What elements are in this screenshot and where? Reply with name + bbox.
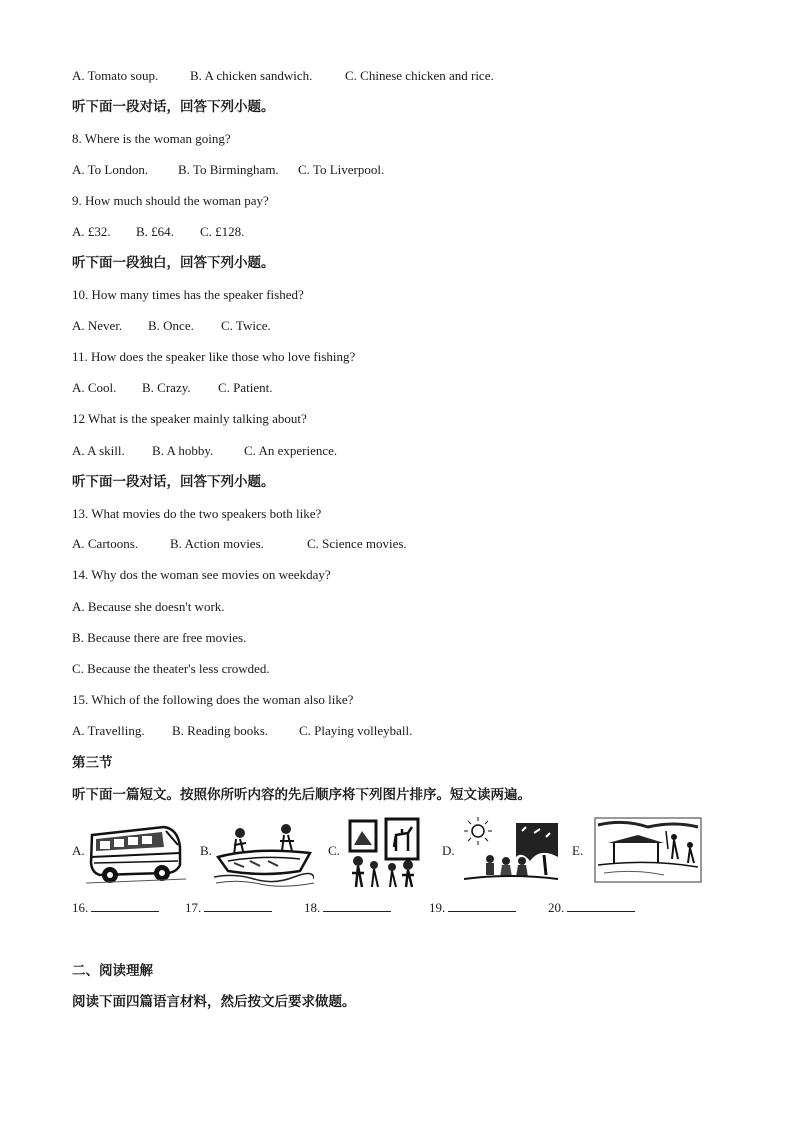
answer-option: A. £32. [72,224,111,239]
answer-option: C. Playing volleyball. [299,723,413,738]
picture-label: E. [572,843,584,858]
question-text: 15. Which of the following does the woman also like? [72,692,354,707]
picnic-illustration-icon [460,817,560,887]
boat-illustration-icon [214,817,314,887]
question-text: 13. What movies do the two speakers both like? [72,506,322,521]
section-instruction: 阅读下面四篇语言材料，然后按文后要求做题。 [72,994,356,1010]
question-text: 14. Why dos the woman see movies on weekday? [72,567,331,582]
answer-option: B. To Birmingham. [178,162,279,177]
answer-option: B. Action movies. [170,536,264,551]
answer-option: A. Tomato soup. [72,68,159,83]
section-heading: 听下面一段独白，回答下列小题。 [72,255,275,271]
question-text: A. Because she doesn't work. [72,599,225,614]
answer-option: B. Crazy. [142,380,191,395]
beach-illustration-icon [594,817,702,883]
picture-row [72,815,712,890]
picture-label: D. [442,843,455,858]
answer-option: A. To London. [72,162,149,177]
answer-option: A. Never. [72,318,123,333]
answer-option: B. £64. [136,224,174,239]
answer-option: C. An experience. [244,443,338,458]
section-heading: 听下面一篇短文。按照你所听内容的先后顺序将下列图片排序。短文读两遍。 [72,787,531,803]
answer-option: A. Travelling. [72,723,145,738]
section-heading: 听下面一段对话，回答下列小题。 [72,99,275,115]
question-text: 9. How much should the woman pay? [72,193,269,208]
question-text: B. Because there are free movies. [72,630,247,645]
question-text: 10. How many times has the speaker fished? [72,287,304,302]
answer-option: C. Science movies. [307,536,407,551]
answer-blank-17[interactable]: 17. [185,899,272,916]
answer-option: C. £128. [200,224,245,239]
answer-option: C. Patient. [218,380,273,395]
answer-option: A. A skill. [72,443,125,458]
question-text: 11. How does the speaker like those who love fishing? [72,349,356,364]
answer-option: B. A chicken sandwich. [190,68,313,83]
picture-label: B. [200,843,212,858]
question-text: C. Because the theater's less crowded. [72,661,270,676]
section-heading: 听下面一段对话，回答下列小题。 [72,474,275,490]
answer-option: A. Cool. [72,380,117,395]
answer-option: B. Reading books. [172,723,269,738]
answer-option: C. Chinese chicken and rice. [345,68,494,83]
bus-illustration-icon [86,817,186,887]
answer-option: A. Cartoons. [72,536,139,551]
answer-option: B. Once. [148,318,194,333]
answer-option: B. A hobby. [152,443,214,458]
answer-option: C. Twice. [221,318,271,333]
answer-blank-18[interactable]: 18. [304,899,391,916]
picture-label: C. [328,843,340,858]
answer-blank-20[interactable]: 20. [548,899,635,916]
answer-blank-16[interactable]: 16. [72,899,159,916]
answer-option: C. To Liverpool. [298,162,385,177]
section-heading: 第三节 [72,755,113,771]
answer-blank-19[interactable]: 19. [429,899,516,916]
question-text: 8. Where is the woman going? [72,131,231,146]
question-text: 12 What is the speaker mainly talking about? [72,411,307,426]
museum-illustration-icon [344,817,424,889]
picture-label: A. [72,843,85,858]
section-title: 二、阅读理解 [72,963,153,979]
